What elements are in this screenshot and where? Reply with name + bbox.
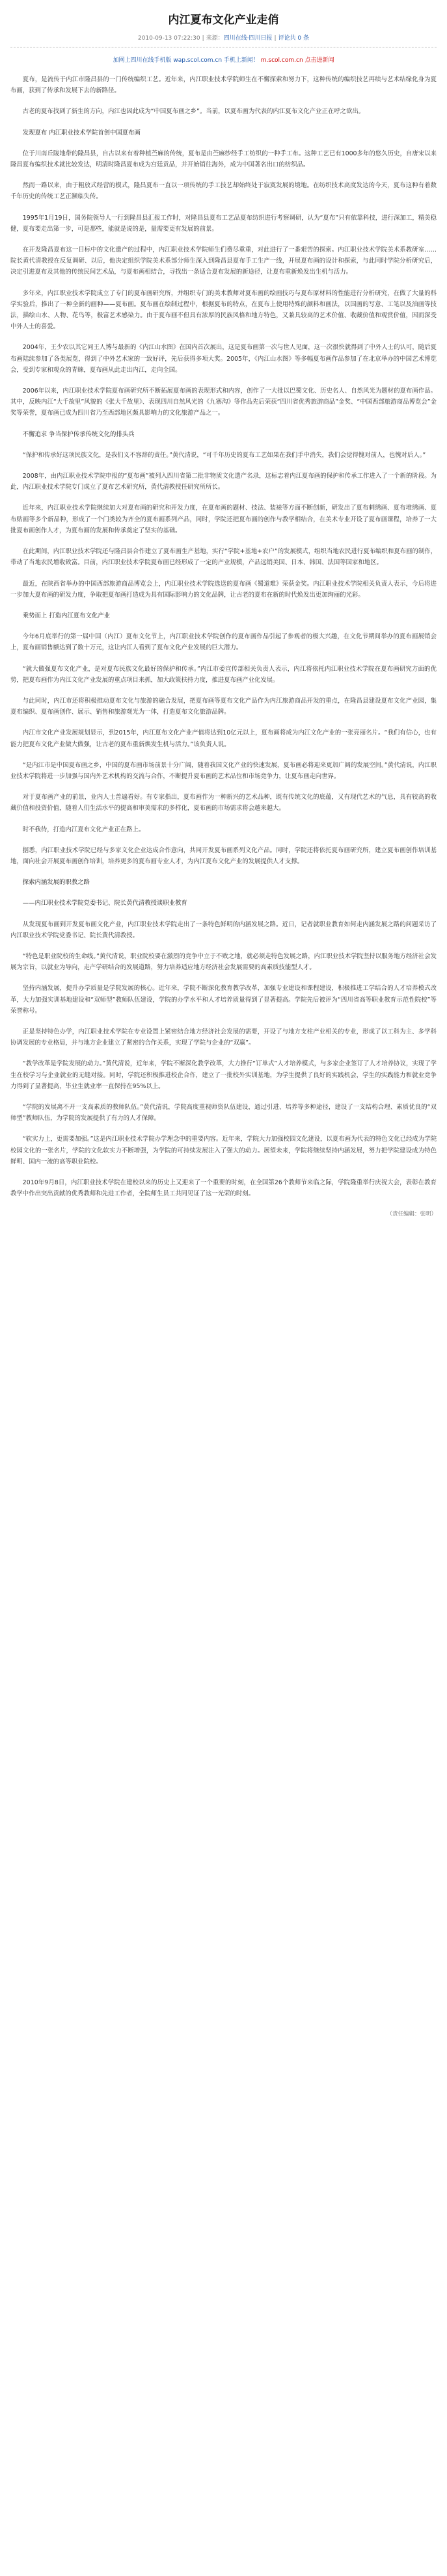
body-paragraph: “特色是职业院校的生命线。”黄代清说，职业院校要在激烈的竞争中立于不败之地，就必须走特色发展之路，内江职业技术学院坚持以服务地方经济社会发展为宗旨，以就业为导向，走产学研结合的发展道路，努力培养适应地方经济社会发展需要的高素质技能型人才。: [10, 952, 437, 972]
body-paragraph: 古老的夏布找到了新生的方向，内江也因此成为“中国夏布画之乡”。当前，以夏布画为代表的内江夏布文化产业正在呼之欲出。: [22, 108, 365, 116]
body-paragraph: 2010年9月8日，内江职业技术学院在建校以来的历史上又迎来了一个重要的时刻，在全国第26个教师节来临之际，学院隆重举行庆祝大会，表彰在教育教学中作出突出贡献的优秀教师和先进工作者，全院师生员工共同见证了这一光荣的时刻。: [10, 1179, 437, 1198]
body-paragraph: 在此期间，内江职业技术学院还与隆昌县合作建立了夏布画生产基地，实行“学院+基地+农户”的发展模式，组织当地农民进行夏布编织和夏布画的制作，带动了当地农民增收致富。目前，内江职业技术学院夏布画已经形成了一定的产业规模，产品远销美国、日本、韩国、法国等国家和地区。: [10, 548, 437, 567]
body-paragraph: 今年6月底举行的第一届中国（内江）夏布文化节上，内江职业技术学院创作的夏布画作品引起了参观者的极大兴趣，在文化节期间举办的夏布画展销会上，夏布画销售额达到了数十万元，这让内江人看到了夏布文化产业发展的巨大潜力。: [10, 633, 437, 652]
body-paragraph: 据悉，内江职业技术学院已经与多家文化企业达成合作意向，共同开发夏布画系列文化产品。同时，学院还将依托夏布画研究所，建立夏布画创作培训基地，面向社会开展夏布画创作培训，培养更多的夏布画专业人才，为内江夏布文化产业的发展提供人才支撑。: [10, 846, 437, 865]
body-paragraph: 位于川南丘陵地带的隆昌县，自古以来有着种植苎麻的传统，夏布是由苎麻纱经手工纺织的一种手工布。这种工艺已有1000多年的悠久历史，自唐宋以来隆昌夏布编织技术就比较发达，明清时隆昌夏布成为宫廷贡品，并开始销往海外，成为中国著名出口的纺织品。: [10, 150, 437, 169]
body-paragraph: 夏布，是流传于内江市隆昌县的一门传统编织工艺。近年来，内江职业技术学院师生在不懈探索和努力下，这种传统的编织技艺再续与艺术结缘化身为夏布画，获到了传承和发展下去的新路径。: [10, 76, 437, 95]
body-paragraph: 正是坚持特色办学，内江职业技术学院在专业设置上紧密结合地方经济社会发展的需要，开设了与地方支柱产业相关的专业，形成了以工科为主、多学科协调发展的专业格局，并与地方企业建立了紧密的合作关系，实现了学院与企业的“双赢”。: [10, 1028, 437, 1047]
mobile-promo-link[interactable]: m.scol.com.cn 点击进新闻: [260, 57, 334, 64]
body-paragraph: 从发现夏布画到开发夏布画文化产业，内江职业技术学院走出了一条特色鲜明的内涵发展之路。近日，记者就职业教育如何走内涵发展之路的问题采访了内江职业技术学院党委书记、院长黄代清教授。: [10, 920, 437, 939]
body-paragraph: “教学改革是学院发展的动力。”黄代清说，近年来，学院不断深化教学改革，大力推行“订单式”人才培养模式，与多家企业签订了人才培养协议，实现了学生在校学习与企业就业的无缝对接。同时，学院还积极推进校企合作，建立了一批校外实训基地，为学生提供了良好的实践机会，学生的实践能力和就业竞争力得到了显著提高，毕业生就业率一直保持在95%以上。: [10, 1060, 437, 1090]
body-paragraph: 然而一路以来，由于粗放式经营的模式，隆昌夏布一直以一项传统的手工技艺却始终处于寂寞发展的境地。在纺织技术高度发达的今天，夏布这种有着数千年历史的传统工艺正濒临失传。: [10, 182, 437, 201]
article: [10, 0, 437, 1221]
body-paragraph: 时不我待，打造内江夏布文化产业正在路上。: [22, 826, 145, 833]
body-paragraph: 与此同时，内江市还将积极推动夏布文化与旅游的融合发展，把夏布画等夏布文化产品作为内江旅游商品开发的重点，在隆昌县建设夏布文化产业园，集夏布编织、夏布画创作、展示、销售和旅游观光为一体，打造夏布文化旅游品牌。: [10, 697, 437, 716]
publish-date: 2010-09-13 07:22:30: [137, 35, 200, 42]
body-paragraph: 对于夏布画产业的前景，业内人士普遍看好。有专家指出，夏布画作为一种新兴的艺术品种，既有传统文化的底蕴，又有现代艺术的气息，具有较高的收藏价值和投资价值，随着人们生活水平的提高和审美需求的多样化，夏布画的市场需求将会越来越大。: [10, 794, 437, 813]
section-heading: 不懈追求 争当保护传承传统文化的排头兵: [22, 430, 135, 438]
mobile-promo[interactable]: [10, 55, 437, 64]
body-paragraph: “是内江市是中国夏布画之乡，中国的夏布画市场前景十分广阔，随着我国文化产业的快速发展，夏布画必将迎来更加广阔的发展空间。”黄代清说，内江职业技术学院将进一步加强与国内外艺术机构的交流与合作，不断提升夏布画的艺术品位和市场竞争力，让夏布画走向世界。: [10, 761, 437, 780]
article-title: 内江夏布文化产业走俏: [168, 14, 279, 27]
body-paragraph: “学院的发展离不开一支高素质的教师队伍。”黄代清说，学院高度重视师资队伍建设，通过引进、培养等多种途径，建设了一支结构合理、素质优良的“双师型”教师队伍，为学院的发展提供了有力的人才保障。: [10, 1104, 437, 1123]
body-paragraph: 1995年1月19日，国务院领导人一行到隆昌县汇报工作时，对隆昌县夏布工艺品夏布纺织进行考察调研，认为“夏布”只有依靠科技，进行深加工，精美稳健，夏布要走出第一步，可是那些，能就是说的是，量需要更有发展的前景。: [10, 214, 437, 233]
section-heading: 探索内涵发展的职教之路: [22, 879, 90, 887]
section-heading: 发现夏布 内江职业技术学院首创中国夏布画: [22, 129, 141, 137]
article-source[interactable]: 四川在线·四川日报: [223, 35, 273, 42]
body-paragraph: “保护和传承好这项民族文化，是我们义不容辞的责任。”黄代清说，“可千年历史的夏布工艺如果在我们手中消失，我们会觉得愧对前人，也愧对后人。”: [22, 451, 426, 459]
article-meta: 2010-09-13 07:22:30 | 来源：四川在线·四川日报 | 评论共 0 条: [10, 33, 437, 47]
body-paragraph: 最近，在陕西省举办的中国西部旅游商品博览会上，内江职业技术学院选送的夏布画《蜀道难》荣获金奖。内江职业技术学院相关负责人表示，今后将进一步加大夏布画的研发力度，争取把夏布画打造成为具有国际影响力的文化品牌，让古老的夏布在新的时代焕发出更加绚丽的光彩。: [10, 580, 437, 599]
body-paragraph: “就大做强夏布文化产业，是对夏布民族文化最好的保护和传承。”内江市委宣传部相关负责人表示，内江将依托内江职业技术学院在夏布画研究方面的优势，把夏布画作为内江文化产业发展的重点项目来抓，加大政策扶持力度，推进夏布画产业化发展。: [10, 665, 437, 684]
body-paragraph: 多年来，内江职业技术学院成立了专门的夏布画研究所，并组织专门的美术教师对夏布画的绘画技巧与夏布原材料的性能进行分析研究，在做了大量的科学实验后，推出了一种全新的画种——夏布画。夏布画在绘制过程中，根据夏布的特点，在夏布上使用特殊的颜料和画法，以国画的写意、工笔以及油画等技法，描绘山水、人物、花鸟等，极富艺术感染力。由于夏布画不但具有浓厚的民族风格和地方特色，又兼具较高的艺术价值、收藏价值和观赏价值，因而深受中外人士的喜爱。: [10, 289, 437, 331]
section-heading: 乘势而上 打造内江夏布文化产业: [22, 612, 111, 619]
body-paragraph: 内江市文化产业发展规划显示，到2015年，内江夏布文化产业产值将达到10亿元以上，夏布画将成为内江文化产业的一张亮丽名片。“我们有信心，也有能力把夏布文化产业做大做强，让古老的夏布重新焕发生机与活力。”该负责人说。: [10, 729, 437, 748]
mobile-promo-text: 加网上四川在线手机版 wap.scol.com.cn 手机上新闻！: [113, 57, 259, 64]
body-paragraph: 近年来，内江职业技术学院继续加大对夏布画的研究和开发力度，在夏布画的题材、技法、装裱等方面不断创新，研发出了夏布刺绣画、夏布堆绣画、夏布贴画等多个新品种，形成了一个门类较为齐全的夏布画系列产品，同时，学院还把夏布画的创作与教学相结合，在美术专业开设了夏布画课程，培养了一大批夏布画创作人才，为夏布画的发展和传承奠定了坚实的基础。: [10, 504, 437, 534]
body-paragraph: 2004年，王少农以其它同王人博与最新的《内江山水图》在国内首次展出，这是夏布画第一次与世人见面，这一次很快就得到了中外人士的认可，随后夏布画陆续参加了各类展览，得到了中外艺术家的一致好评，先后获得多项大奖。2005年，《内江山水图》等多幅夏布画作品参加了在北京举办的中国艺术博览会，受到专家和观众的青睐，夏布画从此走出内江，走向全国。: [10, 344, 437, 374]
body-paragraph: “软实力上，更需要加强。”这是内江职业技术学院办学理念中的重要内容。近年来，学院大力加强校园文化建设，以夏布画为代表的特色文化已经成为学院校园文化的一张名片，学院的文化软实力不断增强，为学院的可持续发展注入了强大的动力。展望未来，学院将继续坚持内涵发展，努力把学院建设成为特色鲜明、国内一流的高等职业院校。: [10, 1136, 437, 1165]
section-heading: ——内江职业技术学院党委书记、院长黄代清教授谈职业教育: [22, 900, 187, 907]
body-paragraph: 2008年，由内江职业技术学院申报的“夏布画”被列入四川省第二批非物质文化遗产名录，这标志着内江夏布画的保护和传承工作进入了一个新的阶段。为此，内江职业技术学院专门成立了夏布艺术研究所，黄代清教授任研究所所长。: [10, 473, 437, 491]
body-paragraph: 坚持内涵发展，提升办学质量是学院发展的核心。近年来，学院不断深化教育教学改革，加强专业建设和课程建设，积极推进工学结合的人才培养模式改革，大力加强实训基地建设和“双师型”教师队伍建设，学院的办学水平和人才培养质量得到了显著提高。学院先后被评为“四川省高等职业教育示范性院校”等荣誉称号。: [10, 985, 437, 1015]
article-body: [10, 74, 437, 1221]
comment-count[interactable]: 评论共 0 条: [278, 35, 310, 42]
body-paragraph: 在开发隆昌夏布这一目标中的文化遗产的过程中，内江职业技术学院师生们费尽重重，对此进行了一番艰苦的探索。内江职业技术学院美术系教研室……院长黄代清教授在反复调研、以后，他决定组织学院美术系部分师生深入到隆昌县夏布手工生产一线，开展夏布画的设计和探索，与此同时学院分析研究后，决定引进夏布及其他的传统民间艺术品，与夏布画相结合，寻找出一条适合夏布发展的新途径，让夏布重新焕发出生机与活力。: [10, 246, 437, 276]
editor-note: （责任编辑：张明）: [386, 1211, 437, 1218]
body-paragraph: 2006年以来，内江职业技术学院夏布画研究所不断拓展夏布画的表现形式和内容，创作了一大批以巴蜀文化、历史名人、自然风光为题材的夏布画作品。其中，反映内江“大千故里”风貌的《张大千故里》、表现四川自然风光的《九寨沟》等作品先后荣获“四川省优秀旅游商品”金奖、“中国西部旅游商品博览会”金奖等荣誉，夏布画已成为四川省乃至西部地区颇具影响力的文化旅游产品之一。: [10, 387, 437, 417]
